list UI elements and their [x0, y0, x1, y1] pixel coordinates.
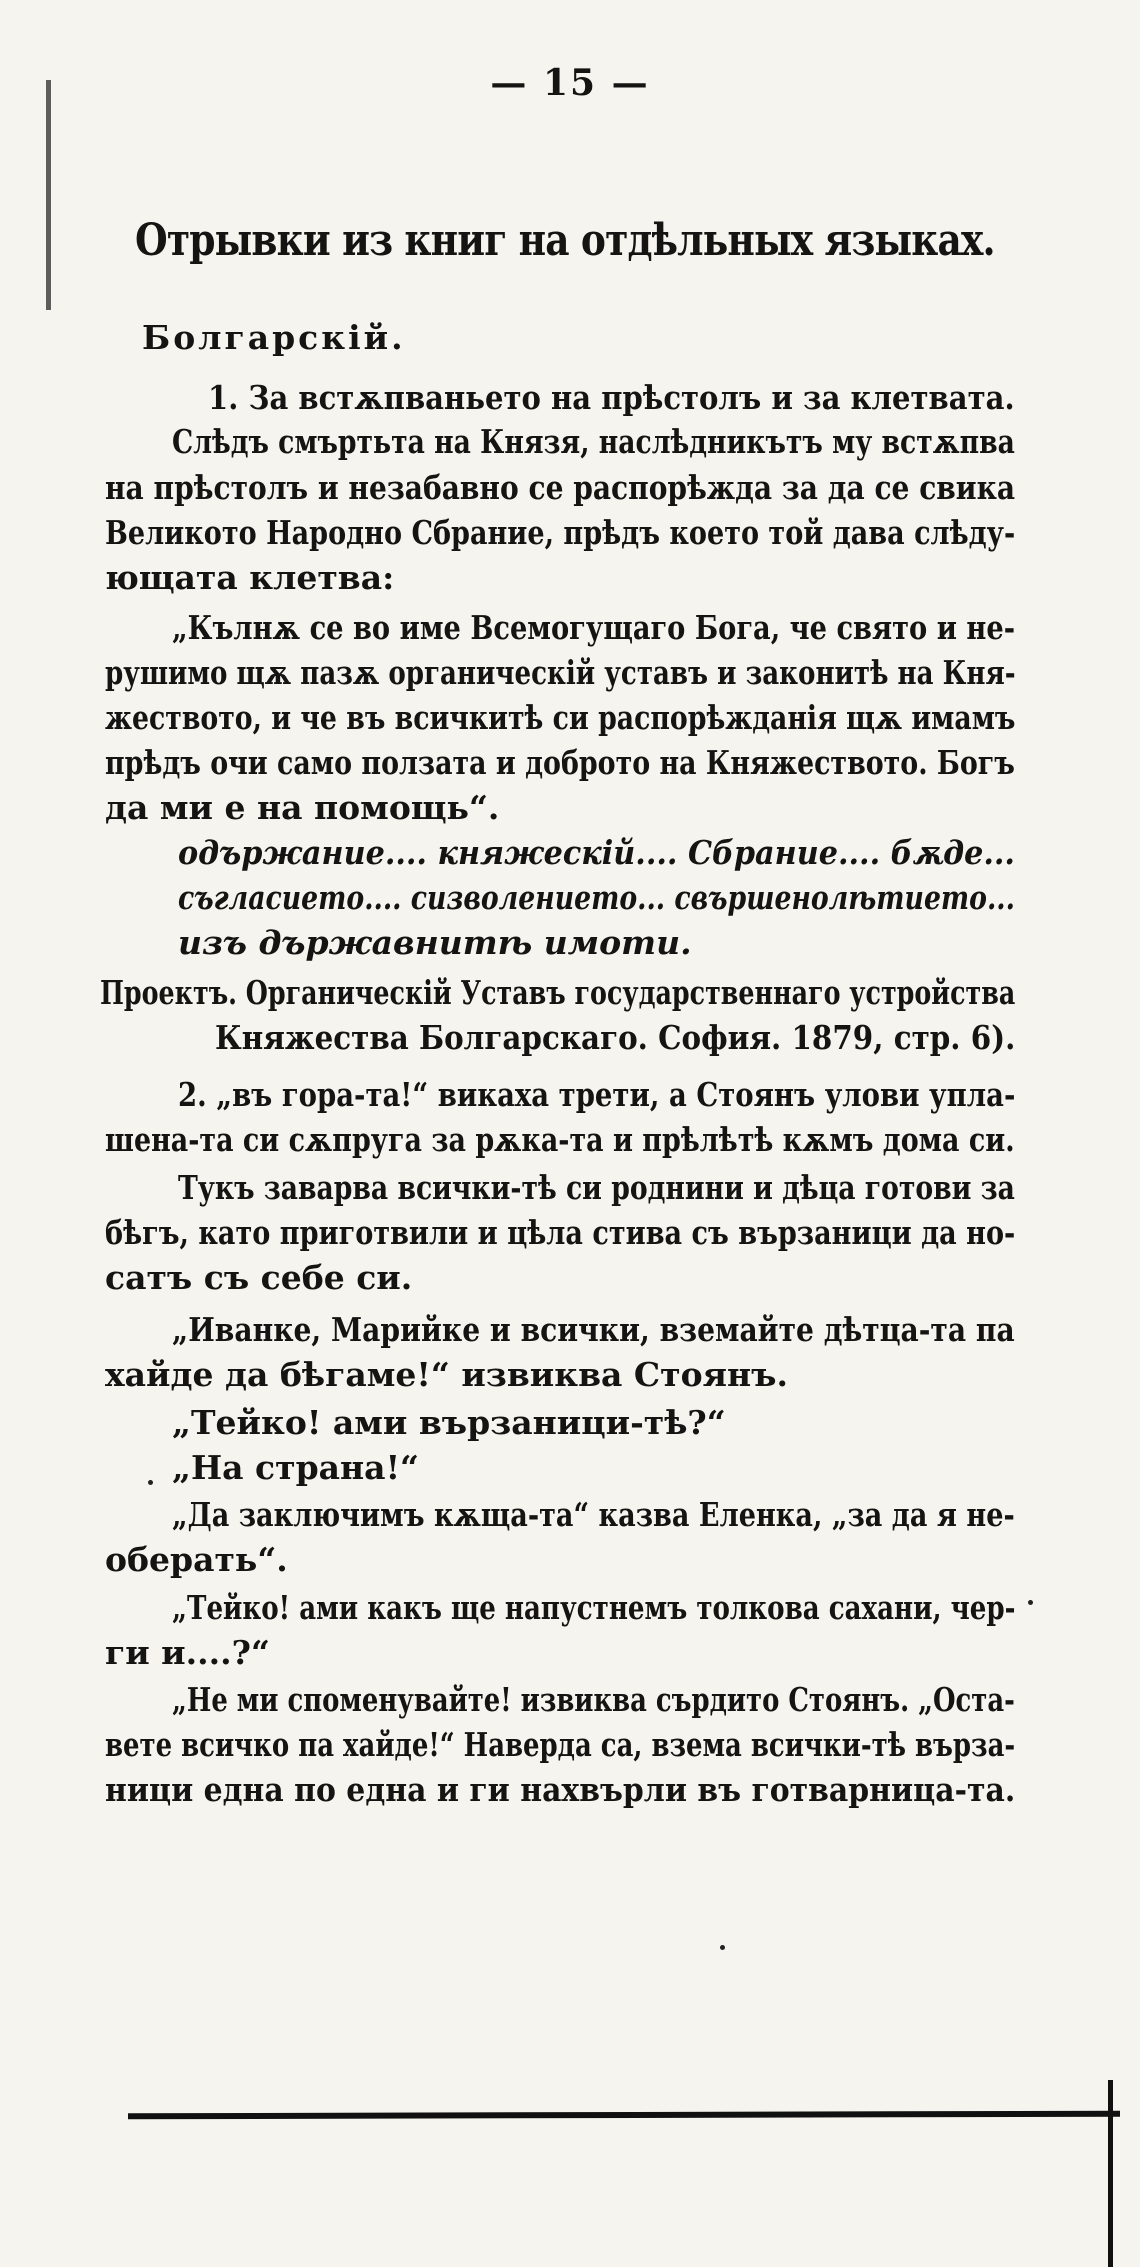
text-line: да ми е на помощь“. — [105, 788, 500, 827]
text-line: вете всичко па хайде!“ Наверда са, взема всички-тѣ върза- — [105, 1725, 1016, 1764]
text-line: „Тейко! ами какъ ще напустнемъ толкова сахани, чер- — [172, 1588, 1016, 1627]
page-number: — 15 — — [490, 62, 650, 104]
text-line: жеството, и че въ всичкитѣ си распорѣжданія щѫ имамъ — [105, 698, 1016, 737]
section-title: Отрывки из книг на отдѣльных языках. — [135, 215, 995, 266]
text-line: 1. За встѫпваньето на прѣстолъ и за клетвата. — [208, 378, 1015, 417]
text-line: Слѣдъ смъртьта на Князя, наслѣдникътъ му встѫпва — [172, 422, 1015, 461]
text-line: сатъ съ себе си. — [105, 1258, 413, 1297]
text-line: съгласието.... сизволението... свършенолѣтието... — [178, 878, 1015, 917]
text-line: ги и....?“ — [105, 1633, 270, 1672]
text-line: на прѣстолъ и незабавно се распорѣжда за да се свика — [105, 468, 1016, 507]
text-line: хайде да бѣгаме!“ извиква Стоянъ. — [105, 1355, 788, 1394]
text-line: „Да заключимъ кѫща-та“ казва Еленка, „за да я не- — [172, 1495, 1015, 1534]
scan-edge-left — [46, 80, 51, 310]
text-line: „Не ми споменувайте! извиква сърдито Стоянъ. „Оста- — [172, 1680, 1015, 1719]
text-line: „Кълнѫ се во име Всемогущаго Бога, че свято и не- — [172, 608, 1016, 647]
scan-speck — [1028, 1600, 1033, 1605]
text-line: „На страна!“ — [172, 1448, 420, 1487]
text-line: бѣгъ, като приготвили и цѣла стива съ вързаници да но- — [105, 1213, 1016, 1252]
text-line: одържание.... княжескій.... Сбрание.... бѫде... — [178, 833, 1015, 872]
text-line: Тукъ заварва всички-тѣ си роднини и дѣца готови за — [178, 1168, 1015, 1207]
text-line: оберать“. — [105, 1540, 288, 1579]
bottom-rule — [128, 2111, 1120, 2120]
text-line: прѣдъ очи само ползата и доброто на Княжеството. Богъ — [105, 743, 1015, 782]
scan-speck — [148, 1480, 153, 1485]
text-line: 2. „въ гора-та!“ викаха трети, а Стоянъ улови упла- — [178, 1075, 1016, 1114]
text-line: Великото Народно Сбрание, прѣдъ което той дава слѣду- — [105, 513, 1016, 552]
text-line: шена-та си сѫпруга за рѫка-та и прѣлѣтѣ кѫмъ дома си. — [105, 1120, 1015, 1159]
text-line: ници една по една и ги нахвърли въ готварница-та. — [105, 1770, 1016, 1809]
text-line: „Тейко! ами вързаници-тѣ?“ — [172, 1403, 726, 1442]
text-line: рушимо щѫ пазѫ органическій уставъ и законитѣ на Кня- — [105, 653, 1016, 692]
source-citation: Княжества Болгарскаго. София. 1879, стр. 6). — [215, 1018, 1016, 1057]
language-heading: Болгарскій. — [142, 318, 406, 357]
text-line: изъ държавнитѣ имоти. — [178, 923, 692, 962]
text-line: ющата клетва: — [105, 558, 395, 597]
scan-edge-right — [1108, 2080, 1113, 2267]
source-citation: Проектъ. Органическій Уставъ государственнаго устройства — [100, 973, 1016, 1012]
text-line: „Иванке, Марийке и всички, вземайте дѣтца-та па — [172, 1310, 1015, 1349]
scan-speck — [720, 1945, 725, 1950]
